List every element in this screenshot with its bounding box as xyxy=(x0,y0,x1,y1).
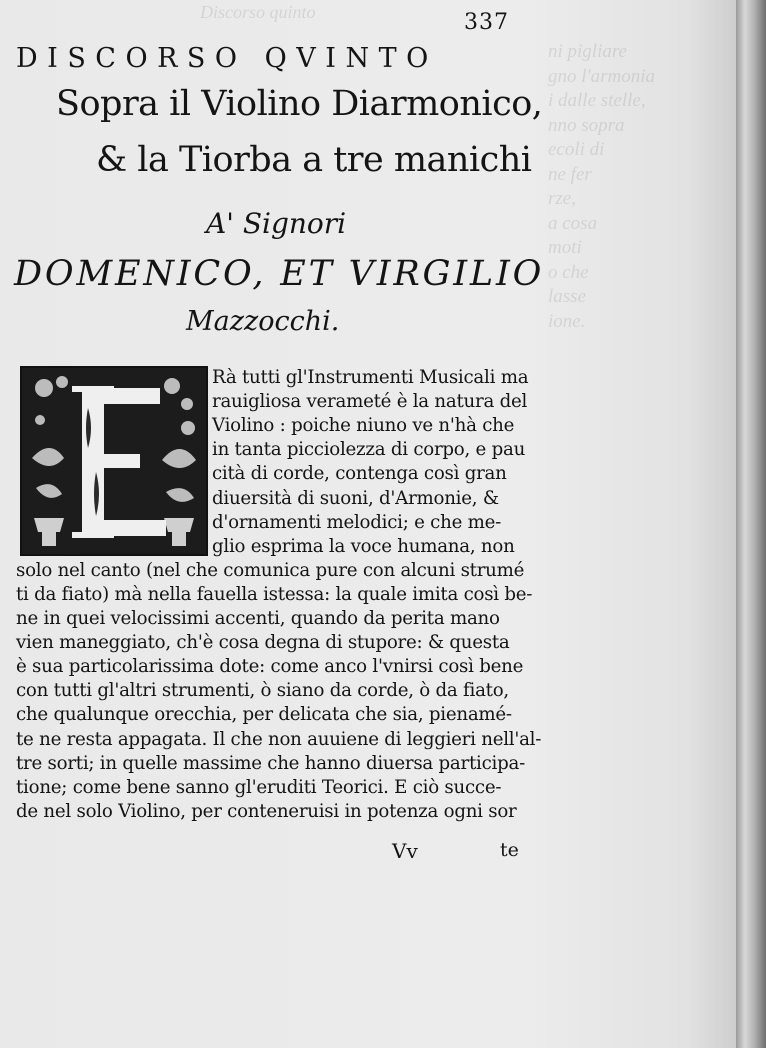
text-line: rauigliosa verameté è la natura del xyxy=(212,391,528,413)
title-line-2: & la Tiorba a tre manichi xyxy=(96,140,532,180)
page-number: 337 xyxy=(464,10,509,35)
text-line: è sua particolarissima dote: come anco l'vnirsi così bene xyxy=(16,656,524,678)
text-line: de nel solo Violino, per conteneruisi in potenza ogni sor xyxy=(16,800,517,822)
text-line: solo nel canto (nel che comunica pure con alcuni strumé xyxy=(16,559,525,581)
recipients: DOMENICO, ET VIRGILIO xyxy=(14,254,545,294)
text-line: che qualunque orecchia, per delicata che sia, pienamé- xyxy=(16,704,512,726)
text-line: Violino : poiche niuno ve n'hà che xyxy=(212,415,515,437)
decorated-initial-icon xyxy=(20,366,208,556)
catchword: te xyxy=(500,839,519,861)
text-line: te ne resta appagata. Il che non auuiene di leggieri nell'al- xyxy=(16,728,542,750)
show-through-text: Discorso quinto xyxy=(200,2,316,22)
text-line: cità di corde, contenga così gran xyxy=(212,463,507,485)
dedication: A' Signori xyxy=(206,207,347,240)
show-through-text: ni pigliare gno l'armonia i dalle stelle, nno sopra ecoli di ne fer rze, a cosa moti o che lasse ione. xyxy=(548,41,655,332)
text-line: vien maneggiato, ch'è cosa degna di stupore: & questa xyxy=(16,632,510,654)
text-line: ne in quei velocissimi accenti, quando da perita mano xyxy=(16,608,500,629)
book-spine xyxy=(736,0,766,1048)
text-line: tre sorti; in quelle massime che hanno diuersa participa- xyxy=(16,752,525,774)
text-line: ti da fiato) mà nella fauella istessa: la quale imita così be- xyxy=(16,583,533,605)
surname: Mazzocchi. xyxy=(186,306,340,337)
chapter-heading: DISCORSO QVINTO xyxy=(16,43,438,74)
text-line: d'ornamenti melodici; e che me- xyxy=(212,511,502,533)
text-line: glio esprima la voce humana, non xyxy=(212,535,515,557)
text-line: in tanta picciolezza di corpo, e pau xyxy=(212,439,526,461)
text-line: tione; come bene sanno gl'eruditi Teorici. E ciò succe- xyxy=(16,776,502,798)
text-line: diuersità di suoni, d'Armonie, & xyxy=(212,487,499,509)
signature-mark: Vv xyxy=(392,839,418,863)
text-line: Rà tutti gl'Instrumenti Musicali ma xyxy=(212,367,529,388)
title-line-1: Sopra il Violino Diarmonico, xyxy=(56,84,543,124)
text-line: con tutti gl'altri strumenti, ò siano da corde, ò da fiato, xyxy=(16,680,509,702)
